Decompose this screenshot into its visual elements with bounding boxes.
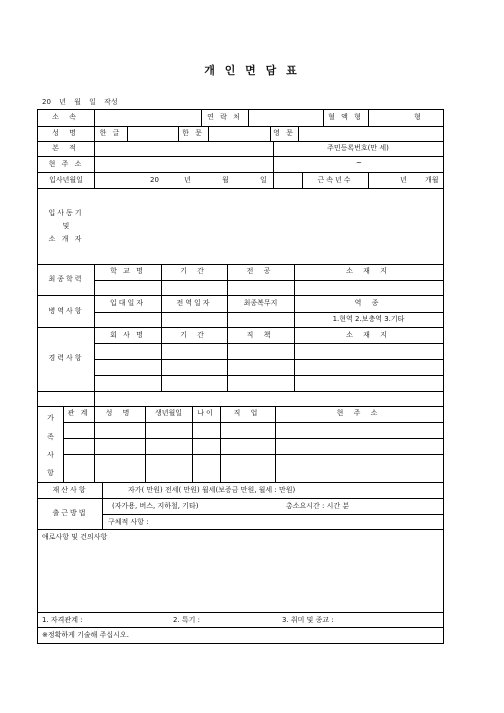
property-details: 자가( 만원) 전세( 만원) 월세(보증금 만원, 월세 : 만원) (128, 486, 296, 494)
joined-month-unit: 월 (222, 176, 229, 184)
joined-day-unit: 일 (260, 176, 267, 184)
row-divider (38, 406, 443, 407)
address-label: 현 주 소 (48, 160, 84, 168)
row-divider (38, 327, 443, 328)
property-label: 재산사항 (52, 486, 88, 494)
education-header-location: 소 재 지 (346, 267, 391, 275)
row-divider (63, 454, 443, 455)
tenure-month-unit: 개월 (425, 176, 439, 184)
row-divider (38, 141, 443, 142)
contact-label: 연 락 처 (207, 113, 242, 121)
education-header-school: 학 교 명 (110, 267, 145, 275)
row-divider (94, 312, 443, 313)
family-label-char4: 항 (47, 469, 54, 477)
row-divider (38, 482, 443, 483)
domicile-label: 본 적 (52, 144, 80, 152)
career-header-period: 기 간 (180, 331, 208, 339)
family-label-char2: 족 (47, 433, 54, 441)
military-header-type: 역 종 (354, 299, 383, 307)
joined-year-prefix: 20 (150, 176, 159, 184)
motive-label-line1: 입사동기 (48, 209, 84, 217)
col-divider (248, 110, 249, 126)
family-header-relation: 관 계 (67, 409, 90, 417)
resident-number-dash: ~ (356, 159, 362, 167)
col-divider (368, 110, 369, 126)
col-divider (298, 126, 299, 141)
blood-type-suffix: 형 (414, 113, 421, 121)
row-divider (94, 375, 443, 376)
family-header-age: 나이 (197, 409, 215, 417)
row-divider (94, 280, 443, 281)
motive-label-line3: 소 개 자 (48, 235, 84, 243)
tenure-label: 근속년수 (317, 176, 353, 184)
name-english-label: 영 문 (273, 129, 295, 137)
commute-detail-label: 구체적 사항 : (108, 518, 149, 526)
family-header-name: 성 명 (105, 409, 134, 417)
education-header-period: 기 간 (180, 267, 208, 275)
row-divider (38, 529, 443, 530)
tenure-year-unit: 년 (400, 176, 407, 184)
row-divider (63, 438, 443, 439)
career-header-company: 회 사 명 (110, 331, 145, 339)
date-written-line: 20 년 월 일 작성 (42, 98, 118, 106)
row-divider (38, 126, 443, 127)
affiliation-label: 소 속 (52, 113, 80, 121)
col-divider (127, 126, 128, 141)
name-label: 성 명 (52, 129, 80, 137)
row-divider (38, 391, 443, 392)
interview-form-table (37, 109, 444, 644)
military-type-options: 1.현역 2.보충역 3.기타 (332, 315, 405, 323)
family-label-char3: 사 (47, 451, 54, 459)
education-label: 최종학력 (48, 275, 84, 283)
hobby-religion-label: 3. 취미 및 종교 : (282, 616, 334, 624)
education-header-major: 전 공 (246, 267, 275, 275)
row-divider (38, 498, 443, 499)
military-header-last-post: 최종복무지 (243, 299, 278, 307)
accuracy-note: ※정확하게 기술해 주십시오. (42, 631, 129, 639)
row-divider (38, 295, 443, 296)
name-hanja-label: 한 문 (182, 129, 204, 137)
row-divider (94, 343, 443, 344)
row-divider (38, 627, 443, 628)
col-divider (102, 482, 103, 529)
commute-total-time: 총소요시간 : 시간 분 (286, 502, 350, 510)
career-header-position: 직 책 (246, 331, 275, 339)
military-header-enlist: 입대일자 (109, 299, 146, 307)
col-divider (368, 172, 369, 188)
name-hangul-label: 한 글 (99, 129, 122, 137)
family-label-char1: 가 (47, 414, 54, 422)
row-divider (38, 264, 443, 265)
career-label: 경력사항 (48, 354, 84, 362)
qualifications-label: 1. 자격관계 : (42, 616, 83, 624)
military-label: 병역사항 (48, 307, 84, 315)
col-divider (273, 172, 274, 188)
col-divider (94, 110, 95, 188)
row-divider (63, 422, 443, 423)
military-header-discharge: 전역일자 (176, 299, 212, 307)
row-divider (38, 156, 443, 157)
family-header-address: 현 주 소 (336, 409, 382, 417)
joined-date-label: 입사년월일 (49, 176, 83, 184)
career-header-location: 소 재 지 (346, 331, 391, 339)
special-skills-label: 2. 특기 : (173, 616, 201, 624)
family-header-birthdate: 생년월일 (154, 409, 183, 417)
row-divider (94, 359, 443, 360)
joined-year-unit: 년 (184, 176, 191, 184)
row-divider (38, 612, 443, 613)
blood-type-label: 혈 액 형 (328, 113, 363, 121)
row-divider (102, 514, 443, 515)
row-divider (38, 188, 443, 189)
resident-number-label: 주민등록번호(만 세) (327, 144, 389, 152)
family-header-occupation: 직 업 (233, 409, 262, 417)
row-divider (38, 172, 443, 173)
motive-label-line2: 및 (62, 222, 70, 230)
commute-options: (자가용, 버스, 지하철, 기타) (112, 502, 199, 510)
col-divider (208, 126, 209, 141)
concerns-label: 애로사항 및 건의사항 (42, 533, 108, 541)
commute-label: 출근방법 (52, 509, 88, 517)
form-title: 개 인 면 담 표 (204, 64, 300, 77)
